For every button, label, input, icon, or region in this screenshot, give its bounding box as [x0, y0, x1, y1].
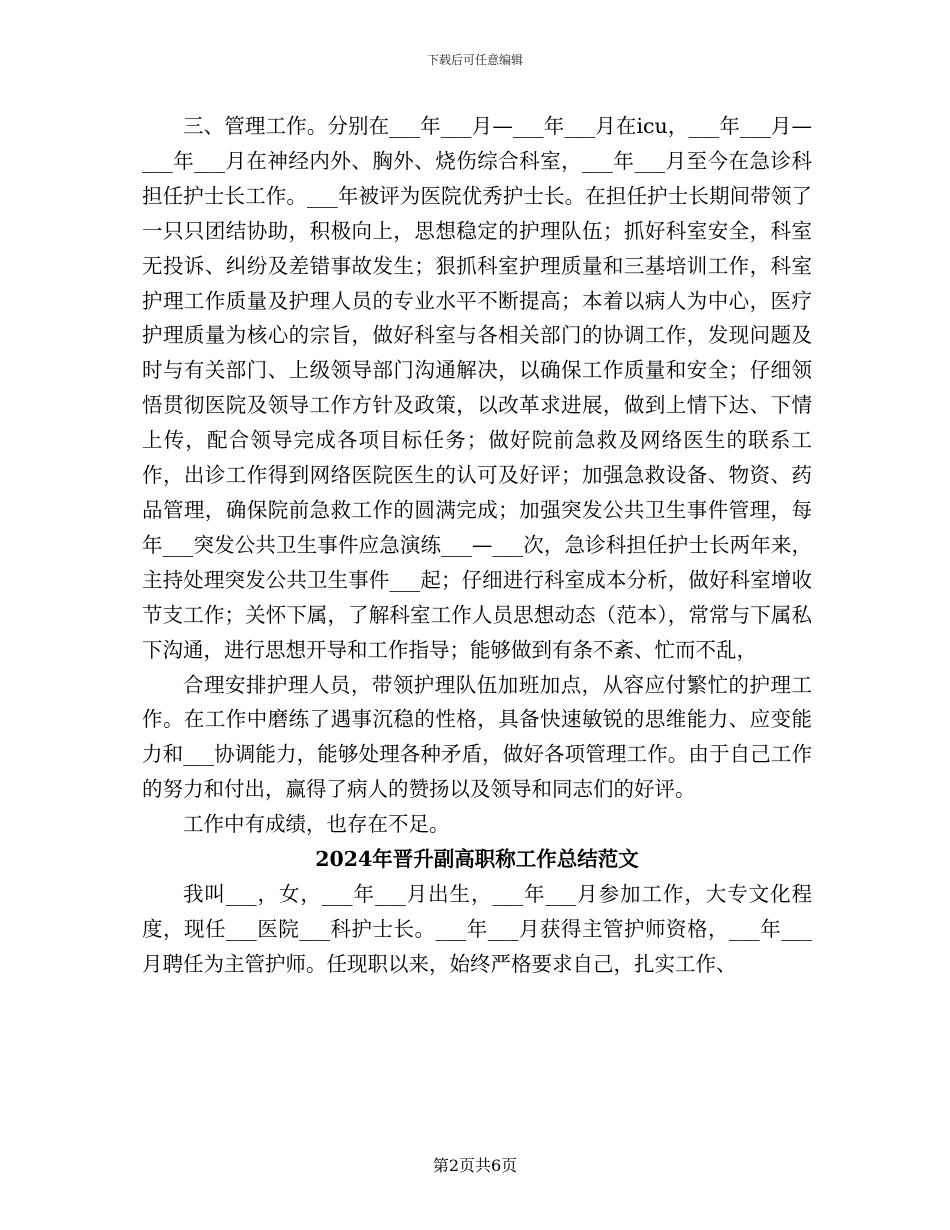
document-body: [142, 109, 812, 982]
paragraph-management-work: 三、管理工作。分别在___年___月—___年___月在icu，___年___月—___年___月在神经内外、胸外、烧伤综合科室，___年___月至今在急诊科担任护士长工作。___年被评为医院优秀护士长。在担任护士长期间带领了一只只团结协助，积极向上，思想稳定的护理队伍；抓好科室安全，科室无投诉、纠纷及差错事故发生；狠抓科室护理质量和三基培训工作，科室护理工作质量及护理人员的专业水平不断提高；本着以病人为中心，医疗护理质量为核心的宗旨，做好科室与各相关部门的协调工作，发现问题及时与有关部门、上级领导部门沟通解决，以确保工作质量和安全；仔细领悟贯彻医院及领导工作方针及政策，以改革求进展，做到上情下达、下情上传，配合领导完成各项目标任务；做好院前急救及网络医生的联系工作，出诊工作得到网络医院医生的认可及好评；加强急救设备、物资、药品管理，确保院前急救工作的圆满完成；加强突发公共卫生事件管理，每年___突发公共卫生事件应急演练___—___次，急诊科担任护士长两年来，主持处理突发公共卫生事件___起；仔细进行科室成本分析，做好科室增收节支工作；关怀下属，了解科室工作人员思想动态（范本），常常与下属私下沟通，进行思想开导和工作指导；能够做到有条不紊、忙而不乱，: [142, 114, 812, 662]
paragraph-self-intro: 我叫___，女，___年___月出生，___年___月参加工作，大专文化程度，现任___医院___科护士长。___年___月获得主管护师资格，___年___月聘任为主管护师。任现职以来，始终严格要求自己，扎实工作、: [142, 881, 812, 976]
paragraph-arrange-staff: 合理安排护理人员，带领护理队伍加班加点，从容应付繁忙的护理工作。在工作中磨练了遇事沉稳的性格，具备快速敏锐的思维能力、应变能力和___协调能力，能够处理各种矛盾，做好各项管理工作。由于自己工作的努力和付出，赢得了病人的赞扬以及领导和同志们的好评。: [142, 672, 812, 802]
section-title: 2024年晋升副高职称工作总结范文: [315, 847, 639, 872]
page-header: 下载后可任意编辑: [426, 53, 523, 67]
paragraph-shortcomings: 工作中有成绩，也存在不足。: [183, 812, 450, 837]
page-footer: 第2页共6页: [432, 1156, 518, 1175]
